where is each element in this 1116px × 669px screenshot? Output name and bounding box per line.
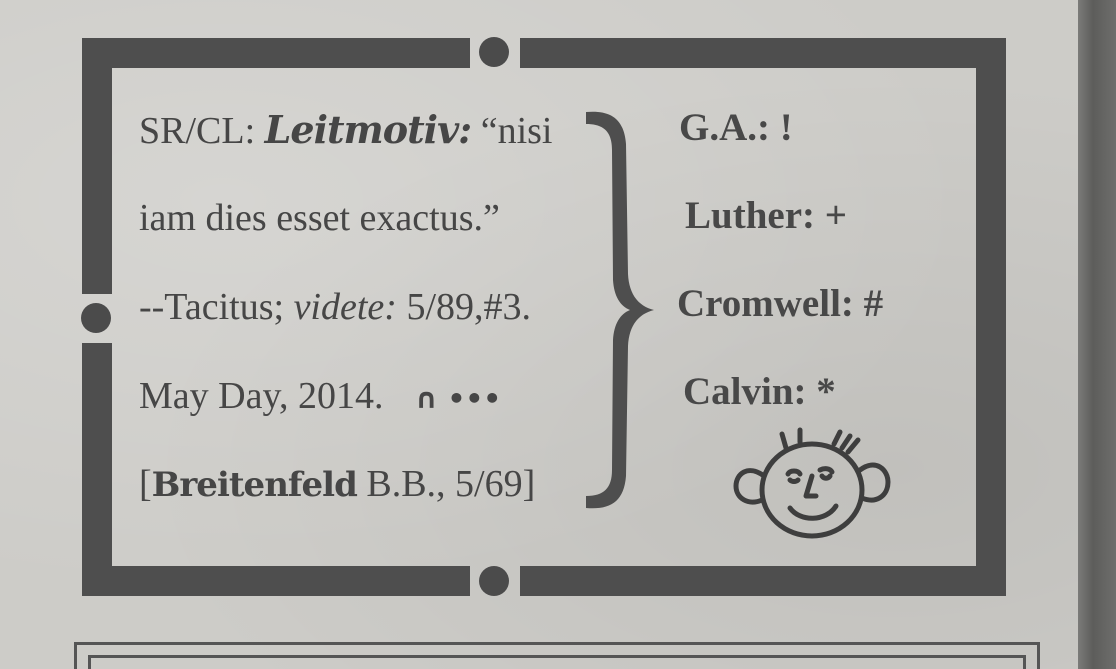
lower-box-inner-rule xyxy=(88,655,1026,669)
frame-bottom-right xyxy=(520,566,1006,596)
source-ref: B.B., 5/69] xyxy=(356,463,536,505)
frame-bottom-left xyxy=(82,566,470,596)
cartoon-face-icon xyxy=(730,424,894,542)
legend-cromwell: Cromwell: # xyxy=(677,282,884,325)
frame-top-left xyxy=(82,38,470,68)
frame-left-bottom xyxy=(82,343,112,596)
frame-bottom-dot xyxy=(479,566,509,596)
legend-luther: Luther: + xyxy=(685,194,847,237)
quote-continuation: iam dies esset exactus.” xyxy=(139,197,500,239)
frame-right xyxy=(976,38,1006,596)
colon: : xyxy=(244,110,265,152)
frame-left-top xyxy=(82,38,112,294)
leitmotiv-word: Leitmotiv: xyxy=(264,107,472,152)
frame-left-dot xyxy=(81,303,111,333)
sr-cl-label: SR/CL xyxy=(139,110,245,152)
intersection-dots-symbols: ∩ ••• xyxy=(415,382,502,415)
text-line-2 xyxy=(139,196,500,240)
text-line-5 xyxy=(139,462,535,507)
right-curly-brace-icon xyxy=(580,104,660,518)
videte-word: videte: xyxy=(293,286,397,328)
breitenfeld-word: Breitenfeld xyxy=(151,465,357,505)
adjacent-column-strip xyxy=(1078,0,1116,669)
citation-author: --Tacitus; xyxy=(139,286,294,328)
text-line-3 xyxy=(139,285,531,329)
date-text: May Day, 2014. xyxy=(139,375,384,417)
text-line-1 xyxy=(139,108,553,153)
legend-calvin: Calvin: * xyxy=(683,370,836,413)
frame-top-dot xyxy=(479,37,509,67)
text-line-4 xyxy=(139,374,501,421)
citation-ref: 5/89,#3. xyxy=(396,286,531,328)
frame-top-right xyxy=(520,38,1006,68)
quote-start: “nisi xyxy=(471,110,553,152)
legend-ga: G.A.: ! xyxy=(679,106,793,149)
open-bracket: [ xyxy=(139,463,152,505)
